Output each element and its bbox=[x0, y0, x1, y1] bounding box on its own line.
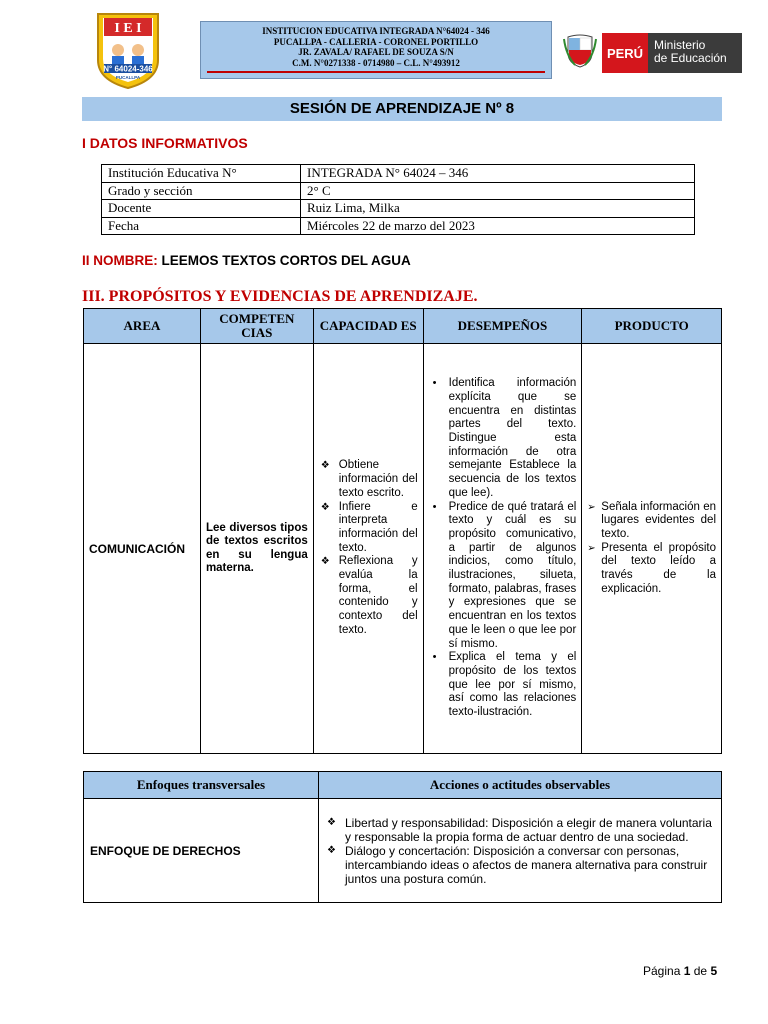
area-cell: COMUNICACIÓN bbox=[84, 344, 201, 754]
capacidad-text: Reflexiona y evalúa la forma, el contenido y contexto del texto. bbox=[338, 555, 418, 636]
list-item bbox=[325, 844, 715, 886]
column-header: CAPACIDAD ES bbox=[313, 309, 423, 344]
diamond-bullet-icon: ❖ bbox=[320, 501, 330, 513]
table-row bbox=[102, 217, 695, 235]
bullet-dot-icon: • bbox=[432, 500, 437, 513]
accion-text: Libertad y responsabilidad: Disposición a elegir de manera voluntaria y responsable la propia forma de actuar dentro de una sociedad. bbox=[345, 815, 712, 844]
logo-city-text: PUCALLPA bbox=[115, 75, 141, 80]
institution-line: INSTITUCION EDUCATIVA INTEGRADA N°64024 - 346 bbox=[262, 26, 490, 36]
info-label: Grado y sección bbox=[102, 182, 301, 200]
accion-text: Diálogo y concertación: Disposición a conversar con personas, intercambiando ideas o afectos de manera alternativa para construir juntos una postura común. bbox=[345, 843, 708, 886]
info-value: Ruiz Lima, Milka bbox=[301, 200, 695, 218]
page-number-prefix: Página bbox=[643, 964, 681, 978]
desempenos-list bbox=[429, 377, 577, 720]
bullet-dot-icon: • bbox=[432, 651, 437, 664]
list-item bbox=[319, 555, 418, 637]
enfoque-cell: ENFOQUE DE DERECHOS bbox=[84, 799, 319, 903]
column-header: AREA bbox=[84, 309, 201, 344]
ministry-logo bbox=[602, 33, 742, 73]
list-item bbox=[587, 501, 716, 542]
diamond-bullet-icon: ❖ bbox=[320, 460, 330, 472]
ministry-name-line: Ministerio bbox=[654, 38, 706, 52]
section-heading: III. PROPÓSITOS Y EVIDENCIAS DE APRENDIZAJE. bbox=[82, 288, 478, 305]
table-header-row bbox=[84, 772, 722, 799]
column-header: PRODUCTO bbox=[582, 309, 722, 344]
institution-line: C.M. N°0271338 - 0714980 – C.L. N°493912 bbox=[292, 57, 460, 68]
institution-line: JR. ZAVALA/ RAFAEL DE SOUZA S/N bbox=[298, 47, 454, 57]
enfoques-table bbox=[83, 771, 722, 903]
list-item bbox=[325, 816, 715, 844]
session-name-label: II NOMBRE: bbox=[82, 253, 158, 268]
info-label: Institución Educativa N° bbox=[102, 165, 301, 183]
ministry-country: PERÚ bbox=[602, 33, 648, 73]
acciones-list bbox=[325, 816, 715, 886]
info-label: Docente bbox=[102, 200, 301, 218]
capacidades-list bbox=[319, 459, 418, 637]
school-logo bbox=[94, 12, 162, 90]
ministry-name-line: de Educación bbox=[654, 51, 727, 65]
page-current: 1 bbox=[683, 964, 691, 978]
purposes-table bbox=[83, 308, 722, 754]
diamond-bullet-icon: ❖ bbox=[327, 844, 336, 856]
table-row bbox=[102, 200, 695, 218]
arrow-bullet-icon: ➢ bbox=[587, 501, 596, 513]
desempeno-text: Predice de qué tratará el texto y cuál es su propósito comunicativo, a partir de algunos indicios, como título, ilustraciones, silueta, formato, palabras, frases y expresiones que se encuentran en los textos que le leen o que lee por sí mismo. bbox=[448, 500, 577, 650]
list-item bbox=[319, 459, 418, 500]
institution-line: PUCALLPA - CALLERIA - CORONEL PORTILLO bbox=[273, 36, 479, 47]
info-value: 2° C bbox=[301, 182, 695, 200]
column-header: COMPETEN CIAS bbox=[200, 309, 313, 344]
diamond-bullet-icon: ❖ bbox=[320, 556, 330, 568]
column-header: Acciones o actitudes observables bbox=[319, 772, 722, 799]
capacidad-text: Obtiene información del texto escrito. bbox=[338, 459, 418, 499]
page-total: 5 bbox=[710, 964, 718, 978]
logo-number-text: N° 64024-346 bbox=[103, 64, 153, 74]
desempenos-cell bbox=[423, 344, 582, 754]
ministry-name bbox=[648, 33, 742, 73]
desempeno-text: Explica el tema y el propósito de los textos que lee por sí mismo, así como las relaciones texto-ilustración. bbox=[448, 651, 577, 719]
diamond-bullet-icon: ❖ bbox=[327, 816, 336, 828]
section-heading: I DATOS INFORMATIVOS bbox=[82, 135, 248, 151]
producto-text: Presenta el propósito del texto leído a través de la explicación. bbox=[601, 541, 716, 595]
list-item bbox=[429, 501, 577, 652]
table-row bbox=[84, 799, 722, 903]
table-header-row bbox=[84, 309, 722, 344]
info-value: Miércoles 22 de marzo del 2023 bbox=[301, 217, 695, 235]
table-row bbox=[84, 344, 722, 754]
page-title: SESIÓN DE APRENDIZAJE Nº 8 bbox=[82, 97, 722, 121]
capacidad-text: Infiere e interpreta información del texto. bbox=[338, 500, 418, 554]
info-value: INTEGRADA N° 64024 – 346 bbox=[301, 165, 695, 183]
list-item bbox=[319, 501, 418, 556]
list-item bbox=[429, 651, 577, 720]
info-table bbox=[101, 164, 695, 235]
info-label: Fecha bbox=[102, 217, 301, 235]
producto-text: Señala información en lugares evidentes del texto. bbox=[601, 500, 716, 540]
bullet-dot-icon: • bbox=[432, 377, 437, 390]
arrow-bullet-icon: ➢ bbox=[587, 542, 596, 554]
peru-coat-of-arms-icon bbox=[563, 33, 597, 69]
page-number-sep: de bbox=[693, 964, 708, 978]
productos-list bbox=[587, 501, 716, 597]
session-name bbox=[82, 253, 411, 268]
institution-header-box bbox=[200, 21, 552, 79]
capacidades-cell bbox=[313, 344, 423, 754]
competencia-cell: Lee diversos tipos de textos escritos en su lengua materna. bbox=[200, 344, 313, 754]
logo-title-text: I E I bbox=[114, 21, 142, 36]
session-name-value: LEEMOS TEXTOS CORTOS DEL AGUA bbox=[161, 253, 411, 268]
column-header: DESEMPEÑOS bbox=[423, 309, 582, 344]
table-row bbox=[102, 182, 695, 200]
column-header: Enfoques transversales bbox=[84, 772, 319, 799]
desempeno-text: Identifica información explícita que se encuentra en distintas partes del texto. Distingue esta información de otra semejante Establece la secuencia de los textos que lee). bbox=[448, 377, 577, 499]
page-number bbox=[643, 964, 717, 978]
table-row bbox=[102, 165, 695, 183]
producto-cell bbox=[582, 344, 722, 754]
red-divider bbox=[207, 71, 545, 73]
list-item bbox=[429, 377, 577, 500]
list-item bbox=[587, 542, 716, 597]
acciones-cell bbox=[319, 799, 722, 903]
